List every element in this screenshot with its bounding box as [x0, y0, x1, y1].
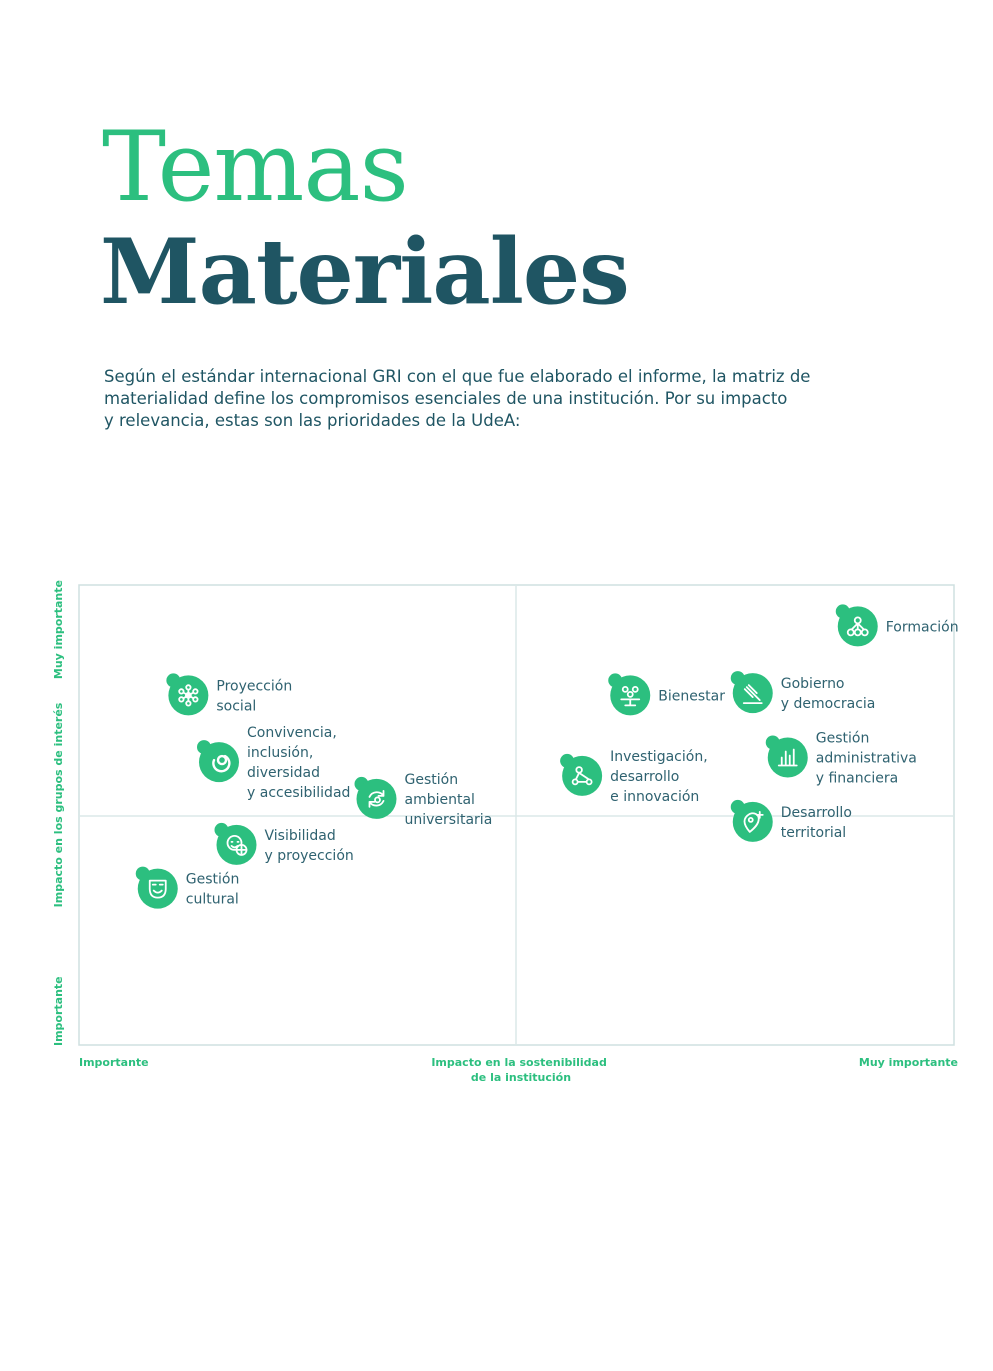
point-label-line: Proyección — [216, 678, 293, 695]
matrix-point — [197, 725, 350, 801]
x-axis-title — [431, 1056, 610, 1084]
point-marker — [610, 675, 650, 715]
point-label — [405, 772, 493, 828]
point-label-line: desarrollo — [610, 768, 680, 785]
point-label — [247, 725, 350, 801]
x-axis-title-line: Impacto en la sostenibilidad — [431, 1056, 607, 1069]
point-label-line: Bienestar — [658, 688, 725, 705]
matrix-point — [766, 731, 917, 787]
point-label — [816, 731, 917, 787]
x-tick-min: Importante — [79, 1056, 149, 1069]
point-label-line: Gestión — [404, 771, 459, 788]
point-label-line: y democracia — [780, 696, 876, 713]
point-label — [886, 619, 959, 635]
y-tick-min: Importante — [52, 976, 65, 1046]
points-layer — [136, 604, 959, 908]
point-label-line: ambiental — [404, 791, 475, 808]
point-label-line: e innovación — [610, 788, 700, 805]
point-label — [781, 676, 876, 712]
intro-line: Según el estándar internacional GRI con el que fue elaborado el informe, la matriz de — [104, 367, 811, 386]
point-label-line: Desarrollo — [780, 804, 852, 821]
point-label-line: cultural — [185, 891, 239, 908]
point-label — [186, 872, 240, 908]
matrix-point — [731, 671, 876, 713]
page-title-line1: Temas — [102, 111, 408, 223]
point-label-line: Gestión — [185, 871, 240, 888]
page-title-line2: Materiales — [100, 219, 629, 325]
matrix-point — [608, 673, 725, 715]
y-axis-title: Impacto en los grupos de interés — [52, 702, 65, 908]
point-label-line: Convivencia, — [247, 725, 337, 742]
point-label-line: Gestión — [815, 730, 870, 747]
matrix-point — [355, 772, 493, 828]
point-label-line: territorial — [780, 824, 847, 841]
point-label-line: universitaria — [404, 811, 493, 828]
point-label — [781, 805, 852, 841]
point-marker — [138, 869, 178, 909]
point-label — [658, 688, 725, 704]
matrix-point — [136, 867, 240, 909]
matrix-point — [560, 749, 708, 805]
matrix-point — [731, 800, 852, 842]
point-marker — [357, 779, 397, 819]
point-label-line: y financiera — [815, 770, 899, 787]
point-label-line: Visibilidad — [264, 827, 336, 844]
materiality-matrix — [0, 560, 993, 1100]
point-label — [216, 678, 292, 714]
point-label-line: Formación — [885, 619, 959, 636]
x-axis-title-line: de la institución — [470, 1071, 572, 1084]
point-label-line: social — [216, 698, 257, 715]
intro-line: materialidad define los compromisos esenciales de una institución. Por su impacto — [104, 389, 788, 408]
matrix-point — [215, 823, 354, 865]
point-label — [610, 749, 708, 805]
point-label-line: inclusión, — [247, 745, 314, 762]
point-label-line: y accesibilidad — [247, 785, 351, 802]
intro-paragraph — [104, 366, 864, 432]
point-label-line: y proyección — [264, 847, 354, 864]
matrix-point — [166, 673, 292, 715]
intro-line: y relevancia, estas son las prioridades de la UdeA: — [104, 411, 521, 430]
x-tick-max: Muy importante — [858, 1056, 958, 1069]
point-label-line: administrativa — [815, 750, 917, 767]
y-tick-max: Muy importante — [52, 580, 65, 680]
point-label-line: Investigación, — [610, 748, 708, 765]
point-label-line: diversidad — [247, 765, 320, 782]
point-label — [265, 828, 354, 864]
point-marker — [768, 738, 808, 778]
point-marker — [217, 825, 257, 865]
matrix-point — [836, 604, 959, 646]
point-label-line: Gobierno — [780, 676, 845, 693]
